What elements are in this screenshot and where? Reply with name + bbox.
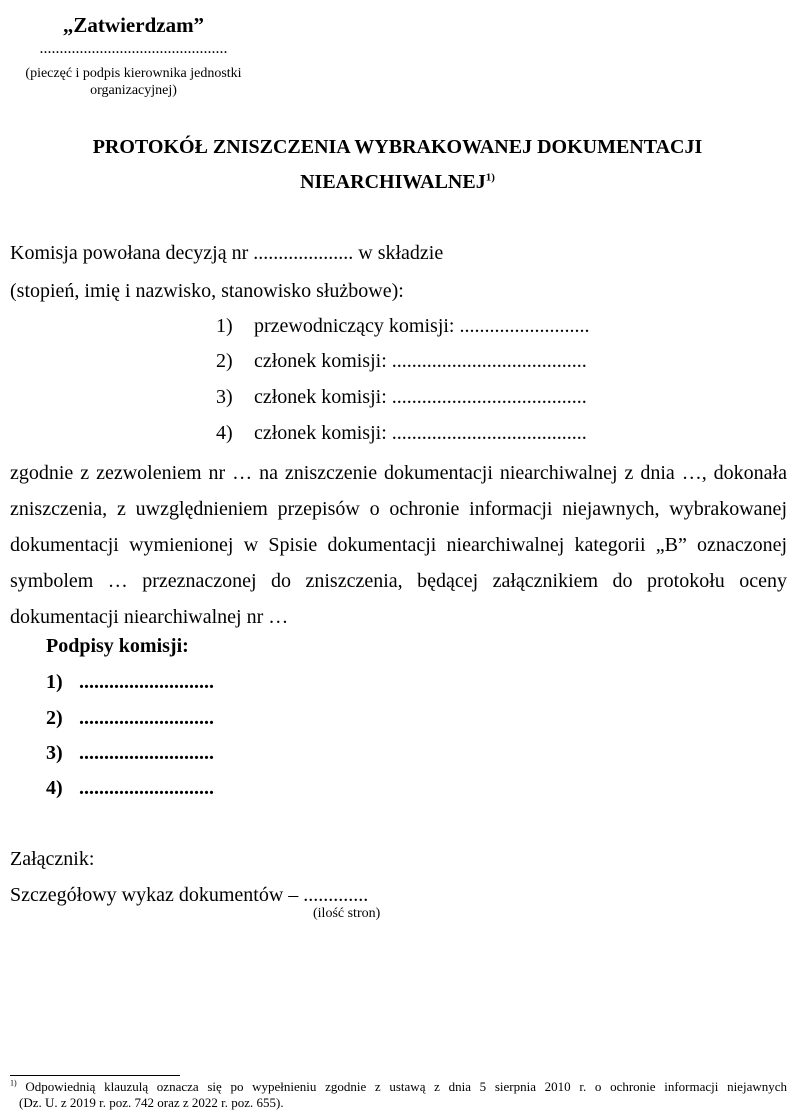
paragraph-line: dokumentacji niearchiwalnej nr …: [10, 606, 289, 628]
signature-item: [46, 669, 214, 695]
footnote-divider: [10, 1075, 180, 1076]
signature-number: 4): [46, 777, 63, 799]
attachment-label: Załącznik:: [10, 848, 95, 870]
member-item: [216, 384, 587, 410]
signature-item: [46, 775, 214, 801]
approval-caption: (pieczęć i podpis kierownika jednostki: [25, 66, 242, 81]
member-text: przewodniczący komisji: ..........................: [254, 315, 590, 337]
member-text: członek komisji: .......................................: [254, 350, 587, 372]
member-number: 3): [216, 386, 233, 408]
attachment-text: Szczegółowy wykaz dokumentów – .............: [10, 884, 369, 906]
member-item: [216, 313, 590, 339]
member-number: 1): [216, 315, 233, 337]
commission-intro: Komisja powołana decyzją nr .................... w składzie: [10, 242, 444, 264]
footnote-line-continued: (Dz. U. z 2019 r. poz. 742 oraz z 2022 r. poz. 655).: [19, 1095, 284, 1110]
member-text: członek komisji: .......................................: [254, 386, 587, 408]
signature-line: ...........................: [79, 671, 214, 693]
commission-composition-label: (stopień, imię i nazwisko, stanowisko służbowe):: [10, 280, 404, 302]
document-title: PROTOKÓŁ ZNISZCZENIA WYBRAKOWANEJ DOKUMENTACJI: [92, 136, 703, 158]
signature-number: 1): [46, 671, 63, 693]
signature-line: ...........................: [79, 777, 214, 799]
signature-number: 2): [46, 707, 63, 729]
footnote: [10, 1079, 787, 1111]
paragraph-line: zniszczenia, z uwzględnieniem przepisów o ochronie informacji niejawnych, wybrakowanej: [10, 498, 787, 520]
approval-title: „Zatwierdzam”: [62, 13, 205, 37]
member-number: 4): [216, 422, 233, 444]
attachment-caption: (ilość stron): [313, 906, 381, 921]
approval-caption-continued: organizacyjnej): [90, 83, 177, 98]
footnote-ref: 1): [10, 1078, 17, 1088]
destruction-paragraph: [10, 455, 787, 635]
paragraph-line: dokumentacji wymienionej w Spisie dokumentacji niearchiwalnej kategorii „B” oznaczonej: [10, 534, 787, 556]
signatures-heading: Podpisy komisji:: [46, 635, 189, 657]
member-item: [216, 420, 587, 446]
signature-item: [46, 705, 214, 731]
title-footnote-ref: 1): [485, 171, 495, 184]
member-number: 2): [216, 350, 233, 372]
member-item: [216, 348, 587, 374]
paragraph-line: symbolem … przeznaczonej do zniszczenia, będącej załącznikiem do protokołu oceny: [10, 570, 787, 592]
paragraph-line: zgodnie z zezwoleniem nr … na zniszczenie dokumentacji niearchiwalnej z dnia …, dokonała: [10, 462, 787, 484]
footnote-text: Odpowiednią klauzulą oznacza się po wypełnieniu zgodnie z ustawą z dnia 5 sierpnia 2010 r. o ochronie informacji niejawnych: [25, 1079, 787, 1094]
signature-item: [46, 740, 214, 766]
signature-number: 3): [46, 742, 63, 764]
member-text: członek komisji: .......................................: [254, 422, 587, 444]
signature-line: ...........................: [79, 707, 214, 729]
approval-signature-line: ...............................................: [39, 40, 228, 57]
footnote-line: [10, 1079, 787, 1095]
document-title-word: NIEARCHIWALNEJ: [300, 171, 486, 193]
signature-line: ...........................: [79, 742, 214, 764]
document-title-continued: [0, 169, 795, 195]
